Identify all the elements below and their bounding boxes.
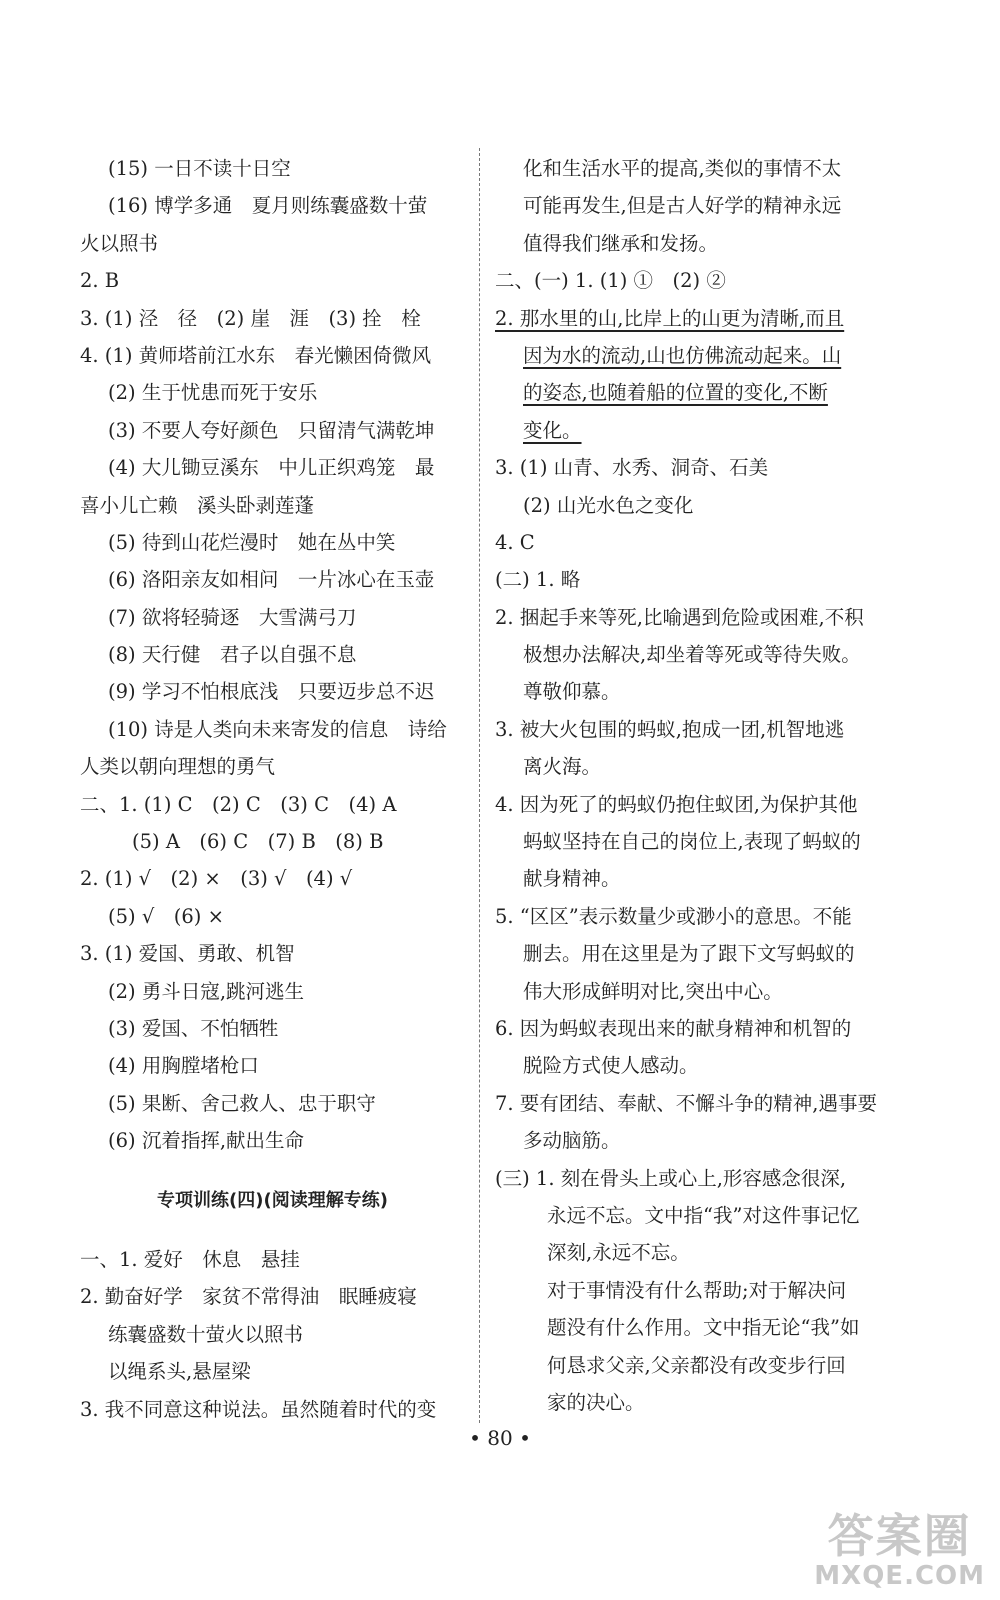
answer-line: 值得我们继承和发扬。 — [523, 231, 719, 255]
answer-line: 以绳系头,悬屋梁 — [108, 1360, 251, 1384]
answer-line: 化和生活水平的提高,类似的事情不太 — [523, 157, 842, 180]
underlined-answer-line: 变化。 — [523, 418, 582, 442]
answer-line: (4) 大儿锄豆溪东 中儿正织鸡笼 最 — [108, 456, 435, 480]
answer-line: (3) 爱国、不怕牺牲 — [108, 1016, 279, 1040]
answer-line: (2) 生于忧患而死于安乐 — [108, 381, 318, 405]
answer-line: 2. 勤奋好学 家贫不常得油 眠睡疲寝 — [80, 1285, 417, 1309]
answer-line: (二) 1. 略 — [495, 568, 581, 592]
answer-line: (3) 不要人夸好颜色 只留清气满乾坤 — [108, 418, 435, 442]
answer-line: (7) 欲将轻骑逐 大雪满弓刀 — [108, 605, 357, 629]
answer-line: 蚂蚁坚持在自己的岗位上,表现了蚂蚁的 — [523, 830, 861, 854]
left-column — [80, 150, 465, 1428]
answer-line: (2) 勇斗日寇,跳河逃生 — [108, 979, 305, 1003]
answer-line: 二、1. (1) C (2) C (3) C (4) A — [80, 792, 397, 816]
answer-line: 尊敬仰慕。 — [523, 680, 621, 704]
watermark-domain: MXQE.COM — [814, 1561, 985, 1591]
answer-line: 删去。用在这里是为了跟下文写蚂蚁的 — [523, 942, 855, 966]
answer-line: 火以照书 — [80, 231, 159, 255]
answer-line: 3. 我不同意这种说法。虽然随着时代的变 — [80, 1397, 437, 1421]
answer-line: 人类以朝向理想的勇气 — [80, 755, 276, 779]
answer-line: 3. (1) 爱国、勇敢、机智 — [80, 942, 295, 966]
answer-line: 脱险方式使人感动。 — [523, 1054, 699, 1078]
watermark-logo — [814, 1510, 985, 1590]
answer-line: 7. 要有团结、奉献、不懈斗争的精神,遇事要 — [495, 1091, 878, 1115]
answer-line: (10) 诗是人类向未来寄发的信息 诗给 — [108, 717, 447, 741]
answer-line: (9) 学习不怕根底浅 只要迈步总不迟 — [108, 680, 435, 704]
answer-line: 可能再发生,但是古人好学的精神永远 — [523, 194, 842, 218]
underlined-answer-line: 的姿态,也随着船的位置的变化,不断 — [523, 381, 828, 405]
answer-line: 献身精神。 — [523, 867, 621, 891]
answer-line: (5) A (6) C (7) B (8) B — [132, 830, 384, 854]
answer-line: 离火海。 — [523, 755, 602, 779]
answer-line: 2. (1) √ (2) × (3) √ (4) √ — [80, 867, 353, 891]
answer-line: (5) 果断、舍己救人、忠于职守 — [108, 1091, 376, 1115]
answer-line: 3. (1) 山青、水秀、洞奇、石美 — [495, 456, 769, 480]
answer-line: 二、(一) 1. (1) ① (2) ② — [495, 269, 726, 293]
answer-line: 家的决心。 — [547, 1390, 645, 1414]
answer-line: (6) 洛阳亲友如相问 一片冰心在玉壶 — [108, 568, 435, 592]
answer-line: 6. 因为蚂蚁表现出来的献身精神和机智的 — [495, 1016, 852, 1040]
answer-line: 多动脑筋。 — [523, 1129, 621, 1153]
answer-line: 4. (1) 黄师塔前江水东 春光懒困倚微风 — [80, 343, 432, 367]
answer-line: 3. (1) 泾 径 (2) 崖 涯 (3) 拴 栓 — [80, 306, 421, 330]
answer-line: 伟大形成鲜明对比,突出中心。 — [523, 979, 783, 1003]
answer-line: 2. B — [80, 269, 120, 293]
section-heading: 专项训练(四)(阅读理解专练) — [157, 1189, 388, 1211]
answer-line: (6) 沉着指挥,献出生命 — [108, 1129, 305, 1153]
answer-line: (4) 用胸膛堵枪口 — [108, 1054, 259, 1078]
answer-line: 4. 因为死了的蚂蚁仍抱住蚁团,为保护其他 — [495, 792, 858, 816]
answer-line: (三) 1. 刻在骨头上或心上,形容感念很深, — [495, 1166, 847, 1190]
answer-line: 极想办法解决,却坐着等死或等待失败。 — [523, 643, 861, 667]
answer-line: 深刻,永远不忘。 — [547, 1241, 690, 1265]
section-gap — [80, 1160, 465, 1182]
answer-line: 喜小儿亡赖 溪头卧剥莲蓬 — [80, 493, 315, 517]
answer-line: 练囊盛数十萤火以照书 — [108, 1322, 304, 1346]
answer-line: 4. C — [495, 530, 535, 554]
page-number: • 80 • — [469, 1426, 531, 1450]
answer-line: (5) √ (6) × — [108, 904, 224, 928]
section-gap — [80, 1219, 465, 1241]
right-column — [495, 150, 905, 1421]
answer-line: (8) 天行健 君子以自强不息 — [108, 643, 357, 667]
answer-line: 一、1. 爱好 休息 悬挂 — [80, 1247, 300, 1271]
watermark-text: 答案圈 — [827, 1509, 972, 1563]
answer-line: 何恳求父亲,父亲都没有改变步行回 — [547, 1353, 846, 1377]
answer-line: (2) 山光水色之变化 — [523, 493, 694, 517]
answer-line: (5) 待到山花烂漫时 她在丛中笑 — [108, 530, 396, 554]
underlined-answer-line: 因为水的流动,山也仿佛流动起来。山 — [523, 343, 842, 367]
answer-line: 题没有什么作用。文中指无论“我”如 — [547, 1316, 860, 1340]
answer-line: (15) 一日不读十日空 — [108, 157, 291, 180]
underlined-answer-line: 2. 那水里的山,比岸上的山更为清晰,而且 — [495, 306, 845, 330]
answer-line: 5. “区区”表示数量少或渺小的意思。不能 — [495, 904, 852, 928]
answer-line: 3. 被大火包围的蚂蚁,抱成一团,机智地逃 — [495, 717, 845, 741]
answer-line: (16) 博学多通 夏月则练囊盛数十萤 — [108, 194, 428, 218]
answer-line: 对于事情没有什么帮助;对于解决问 — [547, 1278, 847, 1302]
answer-line: 永远不忘。文中指“我”对这件事记忆 — [547, 1203, 860, 1227]
column-divider — [479, 148, 480, 1423]
answer-line: 2. 捆起手来等死,比喻遇到危险或困难,不积 — [495, 605, 864, 629]
